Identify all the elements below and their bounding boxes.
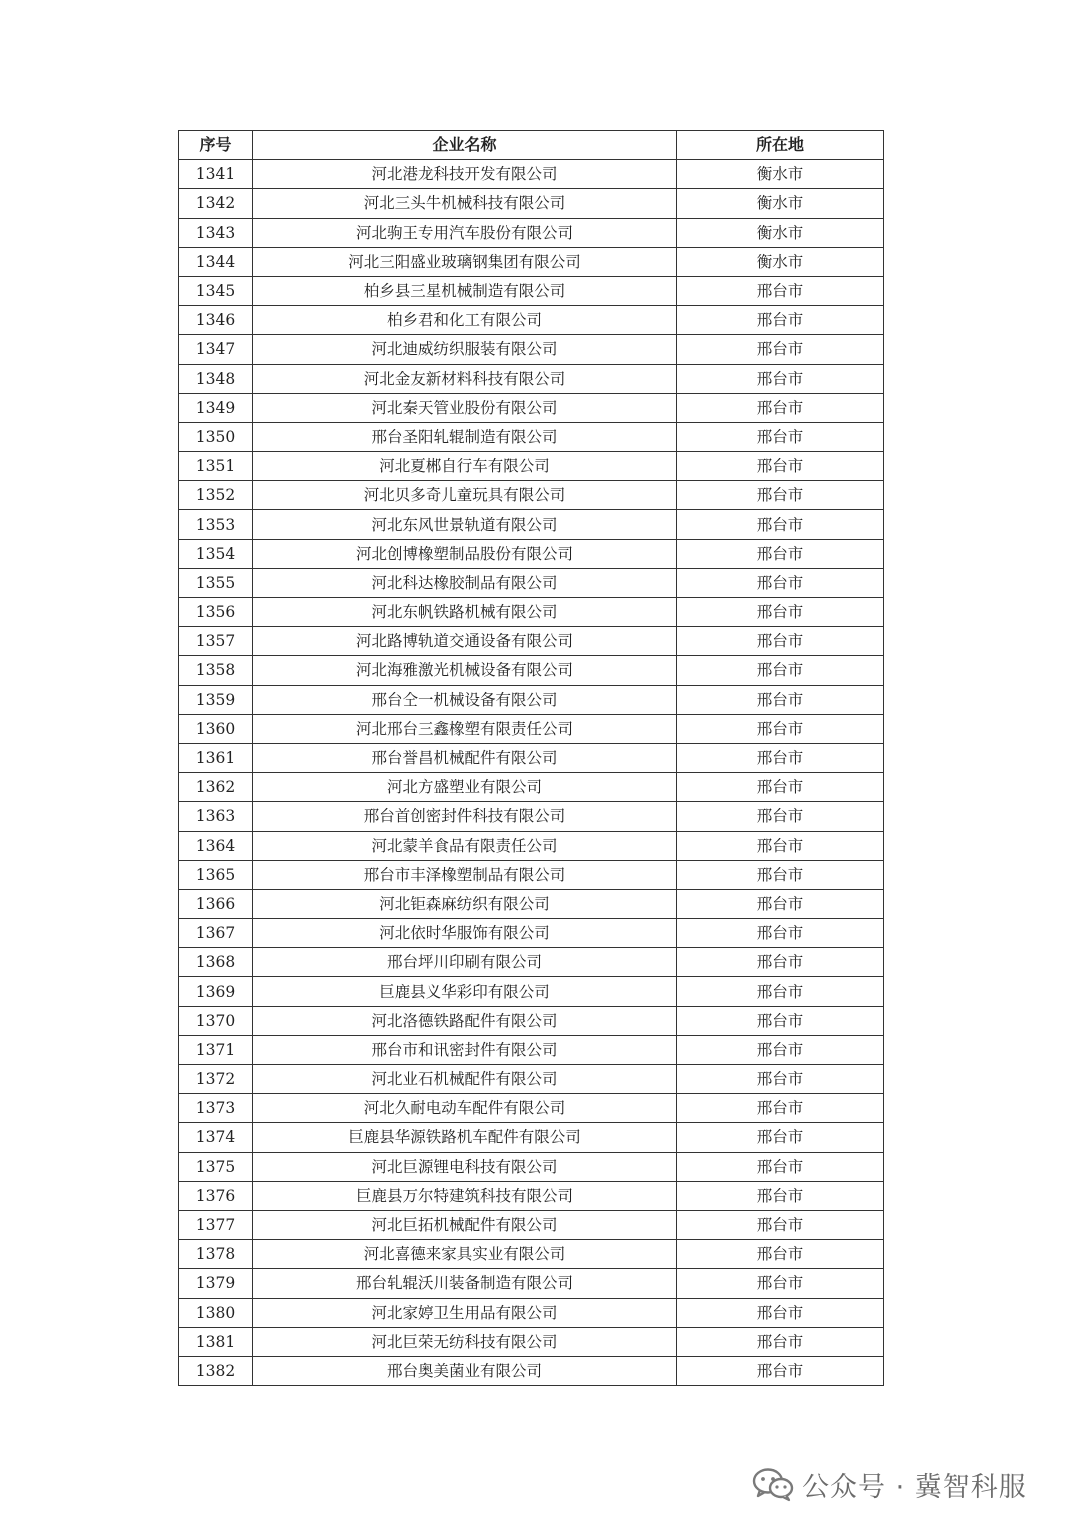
cell-location: 邢台市 — [677, 1181, 884, 1210]
table-row — [179, 1298, 884, 1327]
cell-serial: 1365 — [179, 860, 253, 889]
cell-company-name: 河北业石机械配件有限公司 — [253, 1065, 677, 1094]
cell-company-name: 柏乡县三星机械制造有限公司 — [253, 276, 677, 305]
cell-company-name: 邢台仝一机械设备有限公司 — [253, 685, 677, 714]
cell-company-name: 河北港龙科技开发有限公司 — [253, 160, 677, 189]
cell-serial: 1343 — [179, 218, 253, 247]
table-row — [179, 714, 884, 743]
watermark-text: 公众号 · 冀智科服 — [802, 1471, 1027, 1503]
cell-location: 邢台市 — [677, 802, 884, 831]
table-row — [179, 1356, 884, 1385]
cell-company-name: 河北洛德铁路配件有限公司 — [253, 1006, 677, 1035]
table-row — [179, 977, 884, 1006]
cell-company-name: 河北方盛塑业有限公司 — [253, 773, 677, 802]
cell-company-name: 河北东帆铁路机械有限公司 — [253, 598, 677, 627]
cell-serial: 1344 — [179, 247, 253, 276]
cell-location: 邢台市 — [677, 773, 884, 802]
table-row — [179, 452, 884, 481]
cell-company-name: 河北久耐电动车配件有限公司 — [253, 1094, 677, 1123]
cell-location: 邢台市 — [677, 598, 884, 627]
cell-location: 邢台市 — [677, 919, 884, 948]
cell-company-name: 河北蒙羊食品有限责任公司 — [253, 831, 677, 860]
table-row — [179, 1210, 884, 1239]
table-row — [179, 481, 884, 510]
cell-company-name: 巨鹿县万尔特建筑科技有限公司 — [253, 1181, 677, 1210]
cell-location: 邢台市 — [677, 510, 884, 539]
cell-serial: 1377 — [179, 1210, 253, 1239]
cell-serial: 1358 — [179, 656, 253, 685]
cell-company-name: 邢台市和讯密封件有限公司 — [253, 1035, 677, 1064]
cell-company-name: 河北巨拓机械配件有限公司 — [253, 1210, 677, 1239]
cell-serial: 1342 — [179, 189, 253, 218]
cell-serial: 1364 — [179, 831, 253, 860]
table-row — [179, 568, 884, 597]
cell-company-name: 河北创博橡塑制品股份有限公司 — [253, 539, 677, 568]
cell-company-name: 河北东风世景轨道有限公司 — [253, 510, 677, 539]
cell-location: 衡水市 — [677, 247, 884, 276]
cell-company-name: 河北依时华服饰有限公司 — [253, 919, 677, 948]
table-row — [179, 889, 884, 918]
cell-location: 邢台市 — [677, 1152, 884, 1181]
table-row — [179, 948, 884, 977]
cell-location: 邢台市 — [677, 831, 884, 860]
cell-serial: 1356 — [179, 598, 253, 627]
watermark — [752, 1464, 1027, 1504]
table-row — [179, 743, 884, 772]
cell-company-name: 邢台首创密封件科技有限公司 — [253, 802, 677, 831]
cell-location: 邢台市 — [677, 335, 884, 364]
cell-company-name: 河北邢台三鑫橡塑有限责任公司 — [253, 714, 677, 743]
cell-company-name: 巨鹿县华源铁路机车配件有限公司 — [253, 1123, 677, 1152]
cell-serial: 1381 — [179, 1327, 253, 1356]
cell-company-name: 河北三头牛机械科技有限公司 — [253, 189, 677, 218]
cell-location: 邢台市 — [677, 889, 884, 918]
cell-location: 邢台市 — [677, 656, 884, 685]
cell-location: 邢台市 — [677, 422, 884, 451]
cell-location: 邢台市 — [677, 1269, 884, 1298]
cell-company-name: 河北夏郴自行车有限公司 — [253, 452, 677, 481]
header-location: 所在地 — [677, 131, 884, 160]
cell-serial: 1363 — [179, 802, 253, 831]
table-row — [179, 335, 884, 364]
wechat-icon — [752, 1466, 794, 1502]
table-row — [179, 247, 884, 276]
cell-location: 邢台市 — [677, 627, 884, 656]
cell-serial: 1348 — [179, 364, 253, 393]
table-row — [179, 1006, 884, 1035]
cell-company-name: 河北路博轨道交通设备有限公司 — [253, 627, 677, 656]
cell-company-name: 河北喜德来家具实业有限公司 — [253, 1240, 677, 1269]
cell-location: 邢台市 — [677, 1094, 884, 1123]
cell-company-name: 河北贝多奇儿童玩具有限公司 — [253, 481, 677, 510]
table-row — [179, 1152, 884, 1181]
cell-location: 邢台市 — [677, 568, 884, 597]
cell-location: 邢台市 — [677, 948, 884, 977]
cell-serial: 1360 — [179, 714, 253, 743]
table-header-row — [179, 131, 884, 160]
cell-serial: 1359 — [179, 685, 253, 714]
table-row — [179, 393, 884, 422]
table-row — [179, 627, 884, 656]
cell-location: 衡水市 — [677, 189, 884, 218]
cell-location: 邢台市 — [677, 364, 884, 393]
enterprise-table — [178, 130, 884, 1386]
cell-company-name: 邢台坪川印刷有限公司 — [253, 948, 677, 977]
table-row — [179, 860, 884, 889]
cell-company-name: 巨鹿县义华彩印有限公司 — [253, 977, 677, 1006]
cell-serial: 1368 — [179, 948, 253, 977]
cell-serial: 1347 — [179, 335, 253, 364]
cell-company-name: 河北巨源锂电科技有限公司 — [253, 1152, 677, 1181]
table-row — [179, 598, 884, 627]
table-row — [179, 539, 884, 568]
cell-serial: 1346 — [179, 306, 253, 335]
table-row — [179, 1181, 884, 1210]
table-row — [179, 1269, 884, 1298]
table-row — [179, 422, 884, 451]
cell-serial: 1349 — [179, 393, 253, 422]
cell-location: 邢台市 — [677, 860, 884, 889]
cell-company-name: 柏乡君和化工有限公司 — [253, 306, 677, 335]
cell-company-name: 邢台圣阳轧辊制造有限公司 — [253, 422, 677, 451]
table-row — [179, 1327, 884, 1356]
cell-company-name: 邢台奥美菌业有限公司 — [253, 1356, 677, 1385]
cell-company-name: 邢台轧辊沃川装备制造有限公司 — [253, 1269, 677, 1298]
table-row — [179, 802, 884, 831]
cell-company-name: 邢台市丰泽橡塑制品有限公司 — [253, 860, 677, 889]
cell-location: 邢台市 — [677, 1035, 884, 1064]
cell-serial: 1369 — [179, 977, 253, 1006]
table-row — [179, 1123, 884, 1152]
cell-location: 邢台市 — [677, 743, 884, 772]
cell-serial: 1375 — [179, 1152, 253, 1181]
cell-location: 邢台市 — [677, 276, 884, 305]
cell-serial: 1354 — [179, 539, 253, 568]
table-row — [179, 1065, 884, 1094]
cell-company-name: 河北秦天管业股份有限公司 — [253, 393, 677, 422]
cell-serial: 1361 — [179, 743, 253, 772]
table-row — [179, 218, 884, 247]
cell-location: 邢台市 — [677, 306, 884, 335]
cell-company-name: 河北科达橡胶制品有限公司 — [253, 568, 677, 597]
cell-serial: 1376 — [179, 1181, 253, 1210]
cell-location: 邢台市 — [677, 539, 884, 568]
cell-serial: 1371 — [179, 1035, 253, 1064]
cell-company-name: 邢台誉昌机械配件有限公司 — [253, 743, 677, 772]
cell-location: 邢台市 — [677, 1298, 884, 1327]
cell-location: 邢台市 — [677, 714, 884, 743]
cell-location: 邢台市 — [677, 1123, 884, 1152]
table-row — [179, 919, 884, 948]
table-row — [179, 1035, 884, 1064]
cell-location: 邢台市 — [677, 1356, 884, 1385]
table-row — [179, 1240, 884, 1269]
table-row — [179, 276, 884, 305]
cell-location: 邢台市 — [677, 1240, 884, 1269]
cell-serial: 1370 — [179, 1006, 253, 1035]
cell-serial: 1350 — [179, 422, 253, 451]
cell-serial: 1378 — [179, 1240, 253, 1269]
cell-location: 邢台市 — [677, 1006, 884, 1035]
cell-location: 衡水市 — [677, 160, 884, 189]
cell-location: 邢台市 — [677, 1210, 884, 1239]
table-row — [179, 831, 884, 860]
cell-serial: 1351 — [179, 452, 253, 481]
table-row — [179, 306, 884, 335]
table-row — [179, 1094, 884, 1123]
cell-location: 邢台市 — [677, 393, 884, 422]
table-row — [179, 364, 884, 393]
cell-serial: 1379 — [179, 1269, 253, 1298]
header-serial: 序号 — [179, 131, 253, 160]
cell-location: 衡水市 — [677, 218, 884, 247]
cell-serial: 1353 — [179, 510, 253, 539]
cell-location: 邢台市 — [677, 452, 884, 481]
cell-serial: 1373 — [179, 1094, 253, 1123]
table-row — [179, 656, 884, 685]
cell-serial: 1345 — [179, 276, 253, 305]
header-company-name: 企业名称 — [253, 131, 677, 160]
cell-serial: 1380 — [179, 1298, 253, 1327]
cell-location: 邢台市 — [677, 685, 884, 714]
cell-company-name: 河北金友新材料科技有限公司 — [253, 364, 677, 393]
cell-serial: 1382 — [179, 1356, 253, 1385]
table-row — [179, 773, 884, 802]
cell-location: 邢台市 — [677, 481, 884, 510]
table-row — [179, 189, 884, 218]
cell-company-name: 河北三阳盛业玻璃钢集团有限公司 — [253, 247, 677, 276]
cell-serial: 1372 — [179, 1065, 253, 1094]
cell-serial: 1341 — [179, 160, 253, 189]
cell-serial: 1366 — [179, 889, 253, 918]
cell-company-name: 河北迪威纺织服装有限公司 — [253, 335, 677, 364]
table-row — [179, 160, 884, 189]
cell-serial: 1357 — [179, 627, 253, 656]
cell-company-name: 河北驹王专用汽车股份有限公司 — [253, 218, 677, 247]
cell-serial: 1352 — [179, 481, 253, 510]
table-row — [179, 510, 884, 539]
cell-serial: 1374 — [179, 1123, 253, 1152]
cell-serial: 1362 — [179, 773, 253, 802]
cell-location: 邢台市 — [677, 1327, 884, 1356]
cell-company-name: 河北巨荣无纺科技有限公司 — [253, 1327, 677, 1356]
cell-location: 邢台市 — [677, 977, 884, 1006]
cell-serial: 1367 — [179, 919, 253, 948]
cell-company-name: 河北海雅激光机械设备有限公司 — [253, 656, 677, 685]
cell-company-name: 河北钜森麻纺织有限公司 — [253, 889, 677, 918]
cell-company-name: 河北家婷卫生用品有限公司 — [253, 1298, 677, 1327]
cell-serial: 1355 — [179, 568, 253, 597]
table-row — [179, 685, 884, 714]
cell-location: 邢台市 — [677, 1065, 884, 1094]
